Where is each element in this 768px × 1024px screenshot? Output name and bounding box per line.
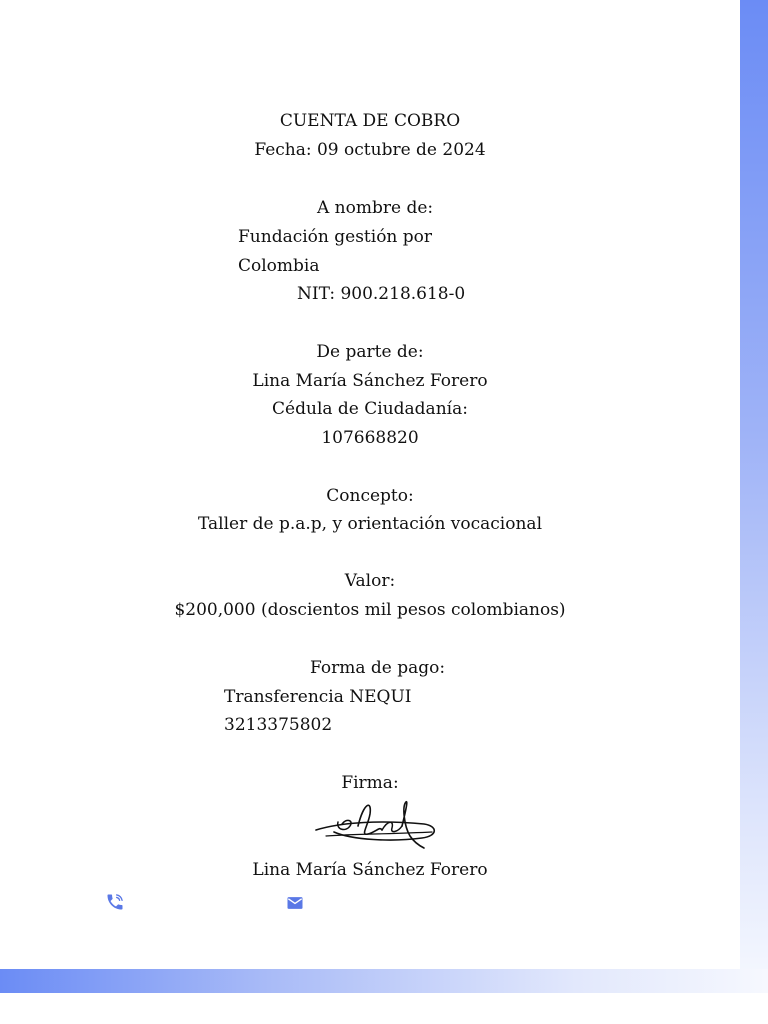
recipient-name-line2: Colombia <box>238 256 320 276</box>
recipient-name-line1: Fundación gestión por <box>238 227 433 247</box>
recipient-label: A nombre de: <box>317 198 434 218</box>
concept-label: Concepto: <box>326 486 414 506</box>
value-text: $200,000 (doscientos mil pesos colombianos) <box>174 600 566 620</box>
bottom-decoration-bar <box>0 969 768 993</box>
payment-method: Transferencia NEQUI <box>224 687 412 707</box>
side-decoration-bar <box>740 0 768 970</box>
value-label: Valor: <box>344 571 396 591</box>
sender-name: Lina María Sánchez Forero <box>252 371 488 391</box>
document-title: CUENTA DE COBRO <box>279 111 461 131</box>
recipient-nit: NIT: 900.218.618-0 <box>297 284 466 304</box>
payment-label: Forma de pago: <box>310 658 446 678</box>
sender-id-label: Cédula de Ciudadanía: <box>272 399 468 419</box>
payment-number: 3213375802 <box>224 715 333 735</box>
phone-icon <box>105 892 125 912</box>
sender-label: De parte de: <box>316 342 424 362</box>
sender-id-number: 107668820 <box>321 428 419 448</box>
concept-text: Taller de p.a.p, y orientación vocacional <box>197 514 543 534</box>
date-line: Fecha: 09 octubre de 2024 <box>254 140 486 160</box>
email-icon <box>285 893 305 913</box>
signature-image <box>312 796 440 854</box>
signature-label: Firma: <box>341 773 399 793</box>
signature-name: Lina María Sánchez Forero <box>252 860 488 880</box>
